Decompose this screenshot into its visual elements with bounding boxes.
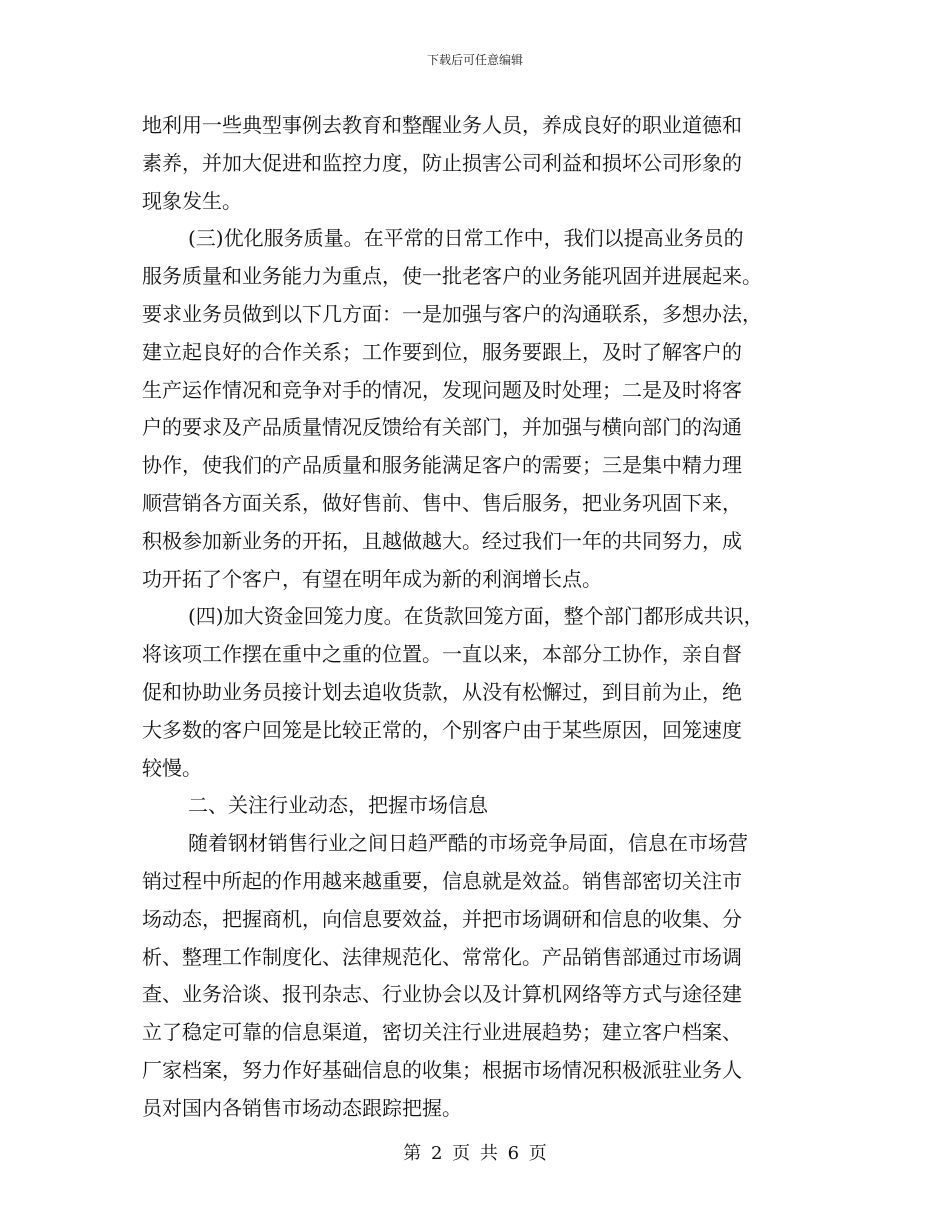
text-line: 生产运作情况和竞争对手的情况，发现问题及时处理；二是及时将客 [142,377,742,402]
text-line: 立了稳定可靠的信息渠道，密切关注行业进展趋势；建立客户档案、 [142,1020,742,1045]
text-line: 厂家档案，努力作好基础信息的收集；根据市场情况积极派驻业务人 [142,1057,742,1082]
text-line: 建立起良好的合作关系；工作要到位，服务要跟上，及时了解客户的 [142,339,742,364]
text-line: 较慢。 [142,755,202,780]
text-line: 现象发生。 [142,188,242,213]
text-line: 功开拓了个客户，有望在明年成为新的利润增长点。 [142,566,602,591]
text-line: 促和协助业务员接计划去追收货款，从没有松懈过，到目前为止，绝 [142,679,742,704]
text-line: 将该项工作摆在重中之重的位置。一直以来，本部分工协作，亲自督 [142,642,742,667]
text-line: 素养，并加大促进和监控力度，防止损害公司利益和损坏公司形象的 [142,150,742,175]
text-line: (四)加大资金回笼力度。在货款回笼方面，整个部门都形成共识， [188,604,764,629]
text-line: 服务质量和业务能力为重点，使一批老客户的业务能巩固并进展起来。 [142,264,762,289]
text-line: (三)优化服务质量。在平常的日常工作中，我们以提高业务员的 [188,226,744,251]
text-line: 随着钢材销售行业之间日趋严酷的市场竞争局面，信息在市场营 [188,831,748,856]
text-line: 场动态，把握商机，向信息要效益，并把市场调研和信息的收集、分 [142,906,742,931]
text-line: 二、关注行业动态，把握市场信息 [188,793,488,818]
text-line: 销过程中所起的作用越来越重要，信息就是效益。销售部密切关注市 [142,868,742,893]
page-number-footer: 第 2 页 共 6 页 [403,1143,547,1164]
text-line: 要求业务员做到以下几方面：一是加强与客户的沟通联系，多想办法， [142,301,762,326]
text-line: 地利用一些典型事例去教育和整醒业务人员，养成良好的职业道德和 [142,113,742,137]
text-line: 查、业务洽谈、报刊杂志、行业协会以及计算机网络等方式与途径建 [142,982,742,1007]
text-line: 析、整理工作制度化、法律规范化、常常化。产品销售部通过市场调 [142,944,742,969]
text-line: 户的要求及产品质量情况反馈给有关部门，并加强与横向部门的沟通 [142,415,742,440]
text-line: 协作，使我们的产品质量和服务能满足客户的需要；三是集中精力理 [142,453,742,478]
text-line: 顺营销各方面关系，做好售前、售中、售后服务，把业务巩固下来， [142,490,742,515]
text-line: 大多数的客户回笼是比较正常的，个别客户由于某些原因，回笼速度 [142,717,742,742]
page-header: 下载后可任意编辑 [426,53,523,67]
text-line: 积极参加新业务的开拓，且越做越大。经过我们一年的共同努力，成 [142,528,742,553]
text-line: 员对国内各销售市场动态跟踪把握。 [142,1095,462,1120]
document-body [142,107,806,1128]
